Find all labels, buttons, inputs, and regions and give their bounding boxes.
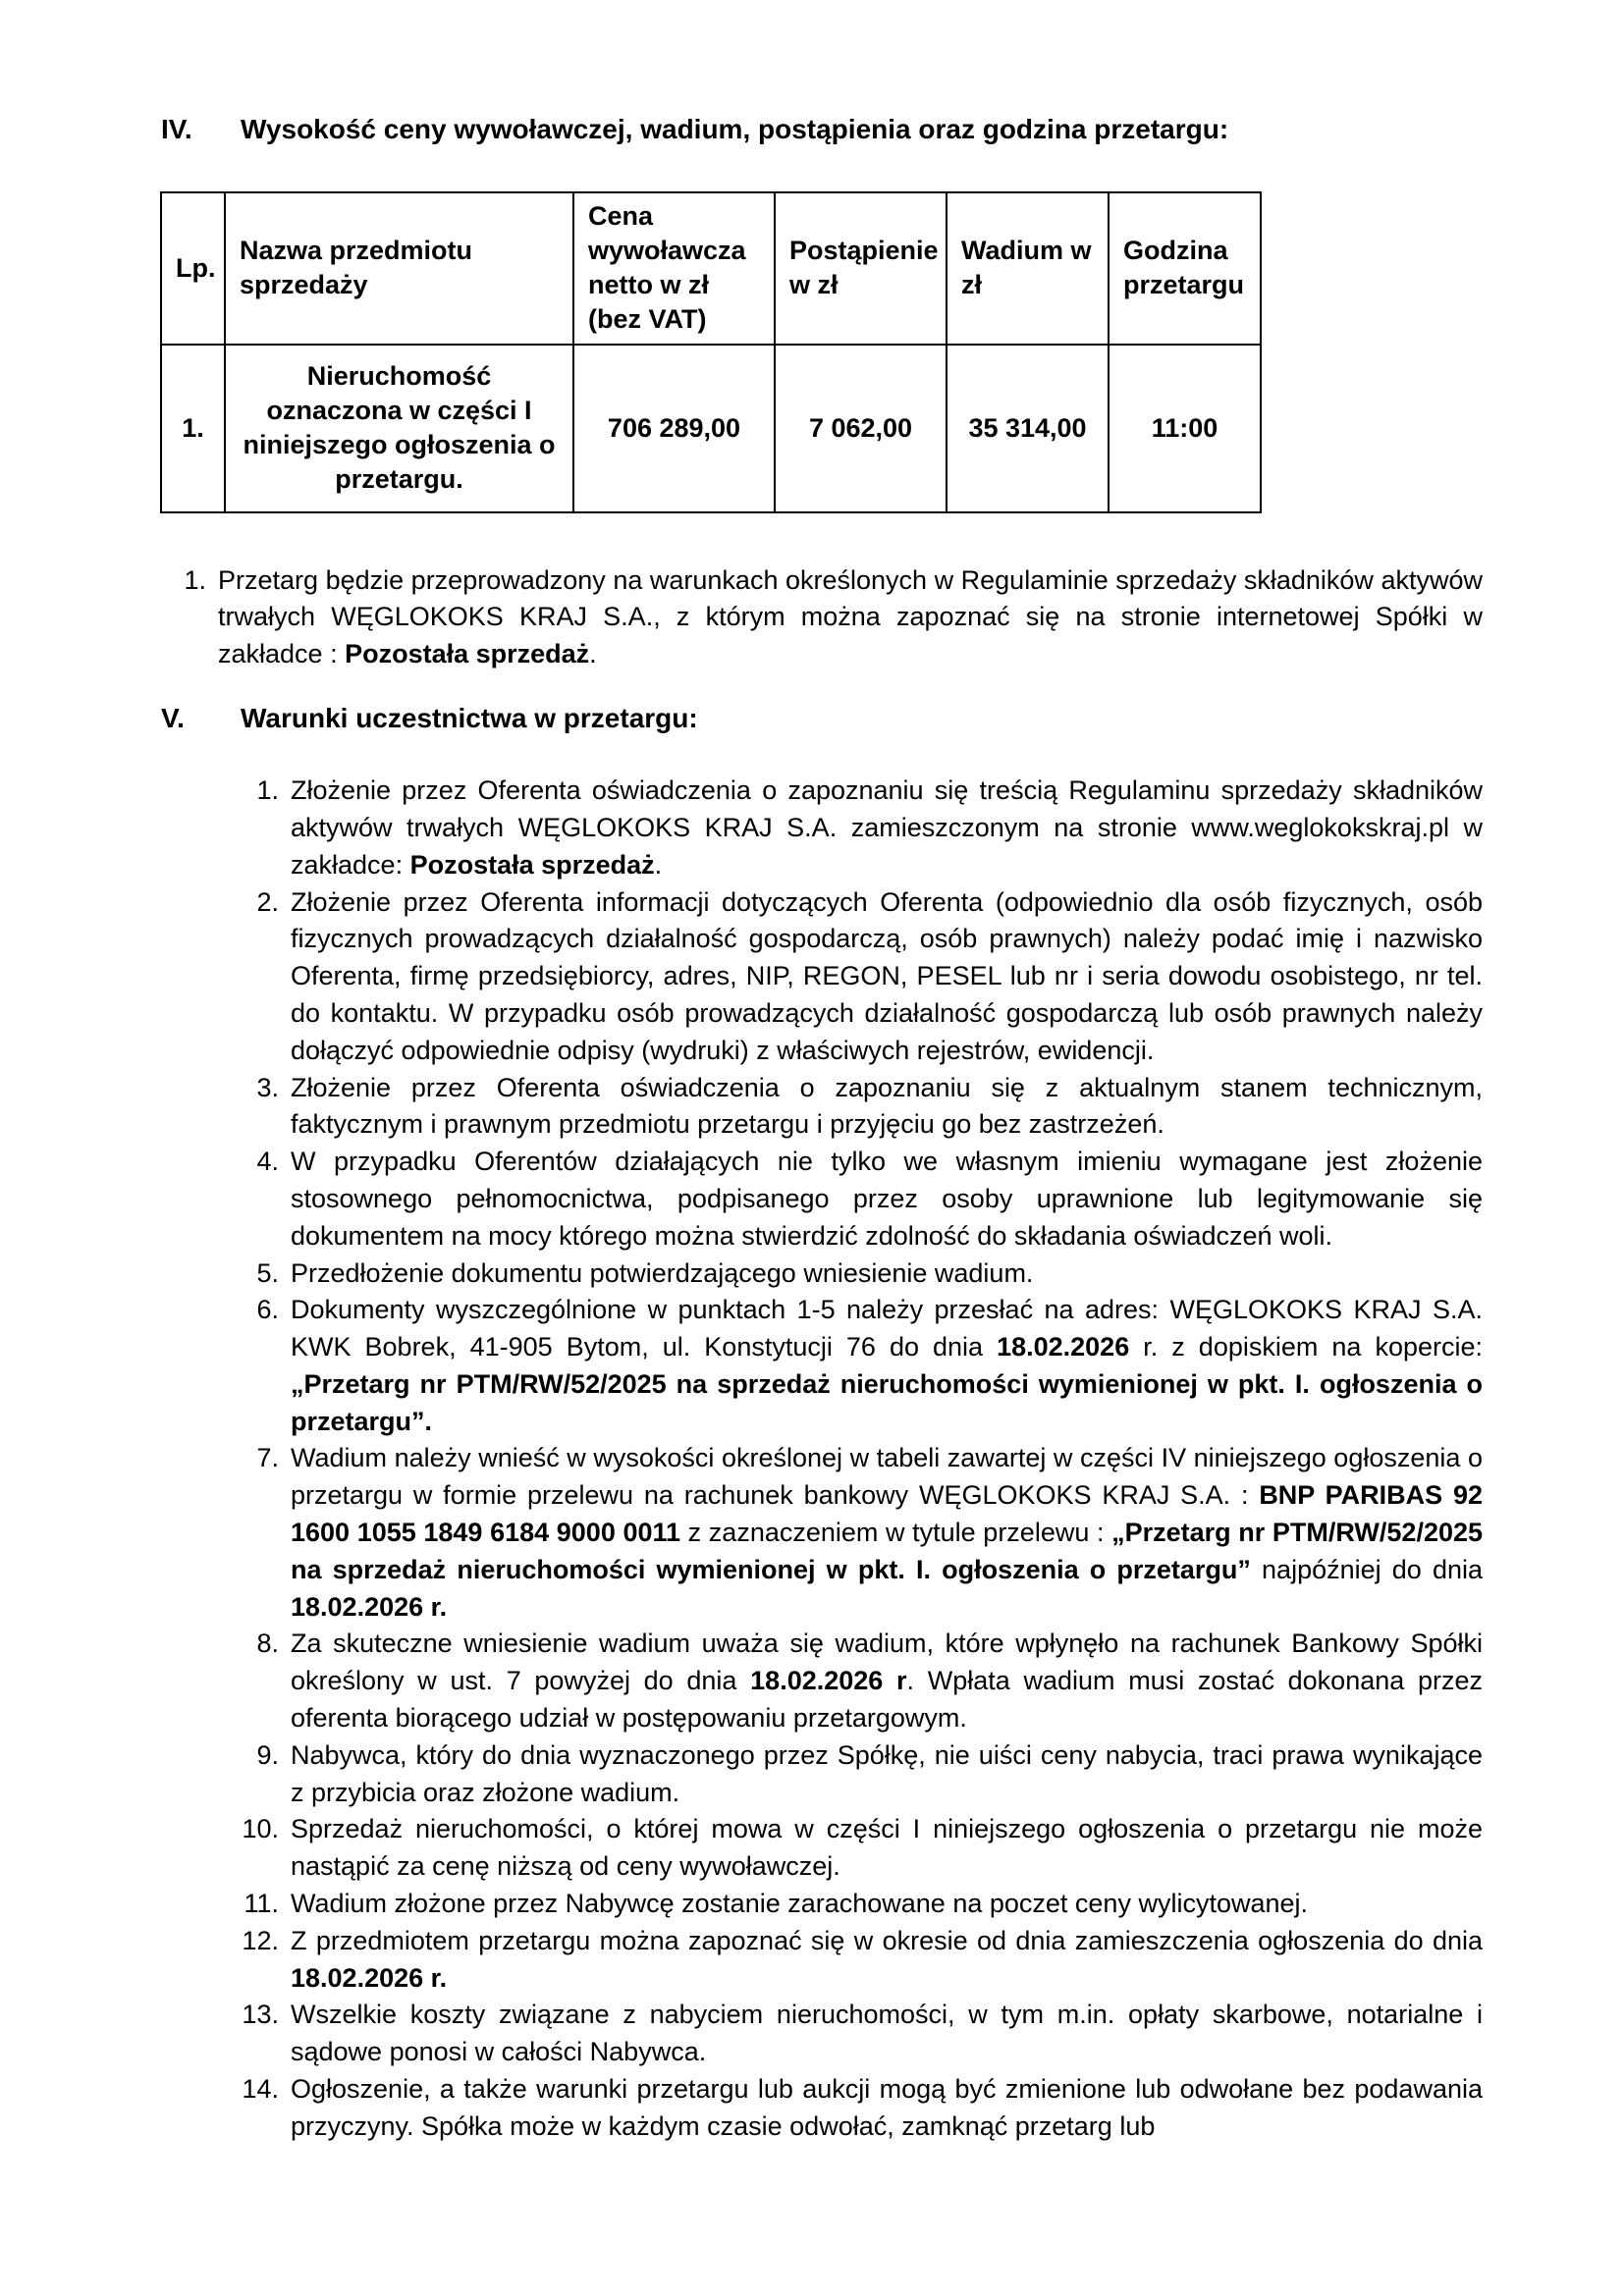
column-header-increment: Postąpienie w zł [775, 192, 947, 344]
list-item-text [291, 1923, 1483, 1998]
list-item-number: 6. [256, 1295, 279, 1325]
text-segment: Nabywca, który do dnia wyznaczonego przez Spółkę, nie uiści ceny nabycia, traci prawa wynikające z przybicia oraz złożone wadium. [291, 1739, 1483, 1807]
column-header-lp: Lp. [161, 192, 225, 344]
text-segment-bold: 18.02.2026 r. [291, 1962, 448, 1993]
list-item [228, 1440, 1483, 1626]
list-item-number: 13. [242, 2000, 279, 2030]
list-item-number: 8. [256, 1629, 279, 1659]
section-iv-title: Wysokość ceny wywoławczej, wadium, postąpienia oraz godzina przetargu: [241, 114, 1229, 144]
list-item [228, 1255, 1483, 1293]
cell-price: 706 289,00 [573, 345, 775, 512]
list-item [228, 1292, 1483, 1440]
list-item-number: 1. [184, 564, 206, 595]
text-segment: Złożenie przez Oferenta oświadczenia o zapoznaniu się treścią Regulaminu sprzedaży składników aktywów trwałych WĘGLOKOKS KRAJ S.A. zamieszczonym na stronie www.weglokokskraj.pl w zakładce: [291, 775, 1483, 880]
section-iv-heading [161, 110, 1483, 148]
list-item [228, 1923, 1483, 1998]
list-item-number: 9. [256, 1739, 279, 1770]
auction-table-header-row [161, 192, 1261, 344]
list-item-text [291, 1626, 1483, 1736]
section-iv-number: IV. [161, 114, 192, 144]
auction-table-row [161, 345, 1261, 512]
list-item-text [291, 1811, 1483, 1886]
column-header-name: Nazwa przedmiotu sprzedaży [225, 192, 573, 344]
cell-name: Nieruchomość oznaczona w części I niniejszego ogłoszenia o przetargu. [225, 345, 573, 512]
list-item-text [291, 1997, 1483, 2071]
column-header-price: Cena wywoławcza netto w zł (bez VAT) [573, 192, 775, 344]
list-item-text [291, 1737, 1483, 1812]
section-v-number: V. [161, 702, 185, 733]
list-item-number: 5. [256, 1257, 279, 1288]
text-segment: Złożenie przez Oferenta informacji dotyczących Oferenta (odpowiednio dla osób fizycznych, osób fizycznych prowadzących działalność gospodarczą, osób prawnych) należy podać imię i nazwisko Oferenta, firmę przedsiębiorcy, adres, NIP, REGON, PESEL lub nr i seria dowodu osobistego, nr tel. do kontaktu. W przypadku osób prowadzących działalność gospodarczą lub osób prawnych należy dołączyć odpowiednie odpisy (wydruki) z właściwych rejestrów, ewidencji. [291, 886, 1483, 1065]
section-v-title: Warunki uczestnictwa w przetargu: [241, 702, 698, 733]
text-segment-bold: 18.02.2026 r [750, 1666, 907, 1696]
text-segment: Z przedmiotem przetargu można zapoznać się w okresie od dnia zamieszczenia ogłoszenia do dnia [291, 1925, 1483, 1955]
list-item [228, 1144, 1483, 1255]
list-item-number: 4. [256, 1147, 279, 1177]
list-item-text [291, 884, 1483, 1070]
column-header-time: Godzina przetargu [1109, 192, 1261, 344]
text-segment: . Wpłata wadium musi zostać dokonana przez oferenta biorącego udział w postępowaniu przetargowym. [291, 1666, 1483, 1734]
text-segment: . [654, 849, 663, 880]
auction-table [160, 191, 1262, 512]
text-segment: Sprzedaż nieruchomości, o której mowa w części I niniejszego ogłoszenia o przetargu nie może nastąpić za cenę niższą od ceny wywoławczej. [291, 1814, 1483, 1882]
text-segment: Wszelkie koszty związane z nabyciem nieruchomości, w tym m.in. opłaty skarbowe, notarialne i sądowe ponosi w całości Nabywca. [291, 2000, 1483, 2067]
list-item-text [291, 1070, 1483, 1145]
cell-deposit: 35 314,00 [947, 345, 1109, 512]
column-header-deposit: Wadium w zł [947, 192, 1109, 344]
list-item [228, 1886, 1483, 1923]
list-item [228, 1997, 1483, 2071]
list-item-text [291, 1886, 1483, 1923]
text-segment-bold: Pozostała sprzedaż [345, 639, 590, 669]
list-item [228, 773, 1483, 883]
text-segment: Złożenie przez Oferenta oświadczenia o zapoznaniu się z aktualnym stanem technicznym, faktycznym i prawnym przedmiotu przetargu i przyjęciu go bez zastrzeżeń. [291, 1072, 1483, 1140]
list-item-text [291, 773, 1483, 883]
text-segment: Przetarg będzie przeprowadzony na warunkach określonych w Regulaminie sprzedaży składników aktywów trwałych WĘGLOKOKS KRAJ S.A., z którym można zapoznać się na stronie internetowej Spółki w zakładce : [218, 564, 1483, 669]
list-item-number: 14. [242, 2074, 279, 2105]
text-segment: Przedłożenie dokumentu potwierdzającego wniesienie wadium. [291, 1257, 1034, 1288]
text-segment: Za skuteczne wniesienie wadium uważa się wadium, które wpłynęło na rachunek Bankowy Spółki określony w ust. 7 powyżej do dnia [291, 1629, 1483, 1696]
list-item-text [291, 1255, 1483, 1293]
text-segment: . [589, 639, 597, 669]
text-segment-bold: Pozostała sprzedaż [409, 849, 655, 880]
text-segment: Ogłoszenie, a także warunki przetargu lub aukcji mogą być zmienione lub odwołane bez podawania przyczyny. Spółka może w każdym czasie odwołać, zamknąć przetarg lub [291, 2074, 1483, 2141]
text-segment: z zaznaczeniem w tytule przelewu : [680, 1518, 1112, 1548]
list-item [228, 1626, 1483, 1736]
list-item-text [218, 562, 1483, 673]
text-segment-bold: BNP PARIBAS 92 1600 1055 1849 6184 9000 0011 [291, 1480, 1483, 1548]
cell-increment: 7 062,00 [775, 345, 947, 512]
list-item-number: 2. [256, 886, 279, 917]
list-item [228, 884, 1483, 1070]
section-iv-notes-list [181, 562, 1483, 673]
list-item [228, 2071, 1483, 2146]
list-item-number: 10. [242, 1814, 279, 1844]
text-segment: W przypadku Oferentów działających nie tylko we własnym imieniu wymagane jest złożenie stosownego pełnomocnictwa, podpisanego przez osoby uprawnione lub legitymowanie się dokumentem na mocy którego można stwierdzić zdolność do składania oświadczeń woli. [291, 1147, 1483, 1251]
text-segment-bold: 18.02.2026 [997, 1332, 1130, 1362]
list-item-number: 1. [256, 775, 279, 806]
list-item-text [291, 2071, 1483, 2146]
text-segment: Dokumenty wyszczególnione w punktach 1-5 należy przesłać na adres: WĘGLOKOKS KRAJ S.A. KWK Bobrek, 41-905 Bytom, ul. Konstytucji 76 do dnia [291, 1295, 1483, 1362]
list-item-number: 11. [244, 1889, 279, 1919]
list-item-number: 12. [242, 1925, 279, 1955]
list-item-number: 7. [256, 1443, 279, 1473]
text-segment: Wadium należy wnieść w wysokości określonej w tabeli zawartej w części IV niniejszego ogłoszenia o przetargu w formie przelewu na rachunek bankowy WĘGLOKOKS KRAJ S.A. : [291, 1443, 1483, 1511]
text-segment: Wadium złożone przez Nabywcę zostanie zarachowane na poczet ceny wylicytowanej. [291, 1889, 1309, 1919]
list-item-text [291, 1292, 1483, 1440]
list-item-number: 3. [256, 1072, 279, 1102]
list-item [228, 1070, 1483, 1145]
list-item [181, 562, 1483, 673]
list-item-text [291, 1440, 1483, 1626]
text-segment-bold: „Przetarg nr PTM/RW/52/2025 na sprzedaż nieruchomości wymienionej w pkt. I. ogłoszenia o przetargu” [291, 1518, 1484, 1584]
cell-lp: 1. [161, 345, 225, 512]
text-segment: r. z dopiskiem na kopercie: [1129, 1332, 1483, 1362]
text-segment-bold: 18.02.2026 r. [291, 1591, 448, 1622]
section-v-heading [161, 699, 1483, 737]
text-segment: najpóźniej do dnia [1250, 1554, 1483, 1584]
list-item [228, 1811, 1483, 1886]
list-item [228, 1737, 1483, 1812]
text-segment-bold: „Przetarg nr PTM/RW/52/2025 na sprzedaż nieruchomości wymienionej w pkt. I. ogłoszenia o przetargu”. [291, 1368, 1483, 1436]
section-v-items-list [228, 773, 1483, 2145]
list-item-text [291, 1144, 1483, 1255]
cell-time: 11:00 [1109, 345, 1261, 512]
